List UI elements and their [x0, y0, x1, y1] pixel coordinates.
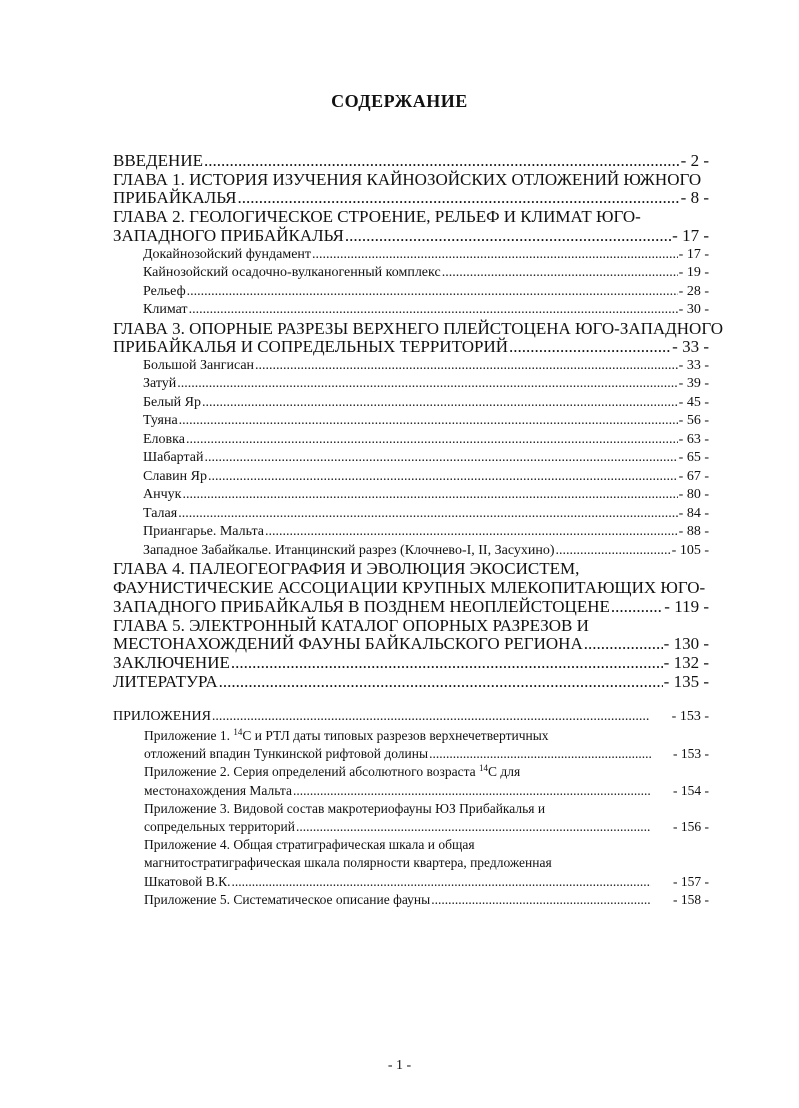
toc-page: - 153 - — [671, 709, 709, 724]
toc-subentry[interactable] — [113, 523, 709, 542]
dot-leader — [202, 394, 678, 413]
appendices-heading[interactable] — [113, 707, 709, 727]
appendix-text: С и РТЛ даты типовых разрезов верхнечетвертичных — [242, 728, 549, 743]
toc-page: - 119 - — [664, 596, 709, 616]
toc-page: - 17 - — [678, 246, 709, 262]
toc-page: - 67 - — [678, 468, 709, 484]
dot-leader — [208, 468, 678, 487]
toc-page: - 33 - — [672, 337, 709, 357]
toc-entry-ch4[interactable] — [113, 598, 709, 617]
superscript: 14 — [479, 763, 489, 774]
dot-leader — [204, 449, 677, 468]
toc-subentry[interactable] — [113, 468, 709, 487]
dot-leader — [584, 635, 663, 654]
toc-subentry[interactable] — [113, 449, 709, 468]
toc-page: - 39 - — [678, 376, 709, 392]
toc-entry-ch3[interactable] — [113, 338, 709, 357]
dot-leader — [189, 301, 678, 320]
dot-leader — [509, 338, 671, 357]
toc-page: - 28 - — [678, 283, 709, 299]
toc-label: ЗАПАДНОГО ПРИБАЙКАЛЬЯ В ПОЗДНЕМ НЕОПЛЕЙСТОЦЕНЕ — [113, 596, 610, 616]
appendix-4[interactable] — [113, 836, 709, 891]
toc-subentry[interactable] — [113, 542, 709, 561]
toc-page: - 8 - — [680, 188, 709, 208]
toc-page: - 56 - — [678, 413, 709, 429]
toc-page: - 153 - — [673, 746, 709, 762]
toc-subentry[interactable] — [113, 301, 709, 320]
toc-entry-ch3-title[interactable]: ГЛАВА 3. ОПОРНЫЕ РАЗРЕЗЫ ВЕРХНЕГО ПЛЕЙСТОЦЕНА ЮГО-ЗАПАДНОГО — [113, 318, 724, 338]
toc-entry-ch5[interactable] — [113, 635, 709, 654]
toc-label: Западное Забайкалье. Итанцинский разрез (Клочнево-I, II, Засухино) — [143, 542, 555, 558]
toc-page: - 17 - — [672, 225, 709, 245]
toc-label: Туяна — [143, 413, 178, 429]
dot-leader — [231, 873, 651, 891]
toc-page: - 105 - — [671, 542, 709, 558]
toc-entry-ch2-title[interactable]: ГЛАВА 2. ГЕОЛОГИЧЕСКОЕ СТРОЕНИЕ, РЕЛЬЕФ И КЛИМАТ ЮГО- — [113, 207, 641, 227]
dot-leader — [178, 505, 677, 524]
toc-label: местонахождения Мальта — [144, 782, 292, 798]
appendix-text: С для — [488, 764, 521, 780]
toc-label: Анчук — [143, 487, 182, 503]
dot-leader — [212, 707, 650, 727]
toc-entry-conclusion[interactable] — [113, 654, 709, 673]
toc-label: Шабартай — [143, 450, 204, 466]
appendix-5[interactable] — [113, 891, 709, 909]
table-of-contents — [113, 151, 724, 691]
dot-leader — [204, 152, 680, 171]
toc-label: Талая — [143, 505, 178, 521]
appendix-text: Приложение 4. Общая стратиграфическая шкала и общая — [144, 837, 475, 853]
toc-page: - 132 - — [663, 652, 709, 672]
toc-page: - 30 - — [678, 302, 709, 318]
toc-label: ПРИЛОЖЕНИЯ — [113, 709, 211, 724]
toc-label: Докайнозойский фундамент — [143, 246, 312, 262]
dot-leader — [255, 357, 678, 376]
toc-page: - 88 - — [678, 524, 709, 540]
toc-label: Шкатовой В.К. — [144, 873, 231, 889]
toc-label: отложений впадин Тункинской рифтовой долины — [144, 746, 429, 762]
toc-label: ЛИТЕРАТУРА — [113, 671, 218, 691]
dot-leader — [312, 246, 678, 265]
toc-subentry[interactable] — [113, 394, 709, 413]
dot-leader — [345, 227, 671, 246]
toc-subentry[interactable] — [113, 486, 709, 505]
dot-leader — [177, 375, 677, 394]
toc-entry-ch4-title-2[interactable]: ФАУНИСТИЧЕСКИЕ АССОЦИАЦИИ КРУПНЫХ МЛЕКОПИТАЮЩИХ ЮГО- — [113, 578, 706, 598]
toc-page: - 135 - — [663, 671, 709, 691]
dot-leader — [231, 654, 663, 673]
toc-page: - 154 - — [673, 782, 709, 798]
toc-entry-ch5-title[interactable]: ГЛАВА 5. ЭЛЕКТРОННЫЙ КАТАЛОГ ОПОРНЫХ РАЗРЕЗОВ И — [113, 615, 589, 635]
appendix-text: Приложение 3. Видовой состав макротериофауны ЮЗ Прибайкалья и — [144, 800, 546, 816]
toc-subentry[interactable] — [113, 357, 709, 376]
toc-label: ПРИБАЙКАЛЬЯ И СОПРЕДЕЛЬНЫХ ТЕРРИТОРИЙ — [113, 337, 509, 357]
dot-leader — [611, 598, 663, 617]
toc-page: - 2 - — [680, 151, 709, 170]
dot-leader — [237, 189, 679, 208]
toc-subentry[interactable] — [113, 246, 709, 265]
appendix-2[interactable] — [113, 763, 709, 799]
toc-page: - 80 - — [678, 487, 709, 503]
toc-label: Затуй — [143, 376, 177, 392]
toc-entry-intro[interactable] — [113, 152, 709, 171]
toc-label: Белый Яр — [143, 394, 201, 410]
toc-subentry[interactable] — [113, 375, 709, 394]
toc-label: Приангарье. Мальта — [143, 524, 264, 540]
dot-leader — [179, 412, 678, 431]
dot-leader — [556, 542, 671, 561]
toc-label: ВВЕДЕНИЕ — [113, 151, 203, 170]
toc-label: ЗАПАДНОГО ПРИБАЙКАЛЬЯ — [113, 225, 344, 245]
toc-subentry[interactable] — [113, 264, 709, 283]
toc-page: - 156 - — [673, 819, 709, 835]
toc-entry-ch2[interactable] — [113, 227, 709, 246]
toc-label: Славин Яр — [143, 468, 207, 484]
page-title: СОДЕРЖАНИЕ — [331, 91, 468, 111]
toc-subentry[interactable] — [113, 505, 709, 524]
toc-page: - 84 - — [678, 505, 709, 521]
toc-page: - 130 - — [663, 634, 709, 654]
superscript: 14 — [233, 727, 243, 737]
toc-page: - 33 - — [678, 357, 709, 373]
appendix-1[interactable] — [113, 727, 709, 763]
appendix-text: Приложение 1. — [144, 728, 234, 743]
toc-subentry[interactable] — [113, 283, 709, 302]
toc-subentry[interactable] — [113, 412, 709, 431]
toc-label: Большой Зангисан — [143, 357, 255, 373]
toc-label: сопредельных территорий — [144, 819, 295, 835]
toc-entry-ch4-title[interactable]: ГЛАВА 4. ПАЛЕОГЕОГРАФИЯ И ЭВОЛЮЦИЯ ЭКОСИСТЕМ, — [113, 559, 580, 579]
appendix-text: магнитостратиграфическая шкала полярности квартера, предложенная — [144, 855, 552, 871]
dot-leader — [293, 782, 651, 800]
toc-subentry[interactable] — [113, 431, 709, 450]
dot-leader — [429, 745, 651, 763]
dot-leader — [442, 264, 678, 283]
dot-leader — [265, 523, 678, 542]
toc-label: Кайнозойский осадочно-вулканогенный комплекс — [143, 265, 441, 281]
toc-page: - 157 - — [673, 873, 709, 889]
toc-label: Рельеф — [143, 283, 186, 299]
appendices-list — [113, 707, 709, 909]
appendix-text: Приложение 2. Серия определений абсолютного возраста — [144, 764, 480, 780]
toc-page: - 158 - — [673, 891, 709, 907]
toc-entry-literature[interactable] — [113, 673, 709, 692]
dot-leader — [186, 431, 678, 450]
toc-label: Приложение 5. Систематическое описание фауны — [144, 891, 431, 907]
page-number: - 1 - — [387, 1058, 412, 1073]
toc-label: ПРИБАЙКАЛЬЯ — [113, 188, 237, 208]
dot-leader — [187, 283, 678, 302]
dot-leader — [219, 673, 663, 692]
toc-label: Еловка — [143, 431, 185, 447]
toc-label: МЕСТОНАХОЖДЕНИЙ ФАУНЫ БАЙКАЛЬСКОГО РЕГИОНА — [113, 634, 583, 654]
toc-label: ЗАКЛЮЧЕНИЕ — [113, 652, 230, 672]
toc-label: Климат — [143, 302, 188, 318]
toc-page: - 65 - — [678, 450, 709, 466]
toc-page: - 19 - — [678, 265, 709, 281]
appendix-3[interactable] — [113, 800, 709, 836]
toc-entry-ch1[interactable] — [113, 189, 709, 208]
dot-leader — [431, 891, 651, 909]
toc-entry-ch1-title[interactable]: ГЛАВА 1. ИСТОРИЯ ИЗУЧЕНИЯ КАЙНОЗОЙСКИХ ОТЛОЖЕНИЙ ЮЖНОГО — [113, 169, 702, 189]
dot-leader — [182, 486, 677, 505]
toc-page: - 63 - — [678, 431, 709, 447]
dot-leader — [296, 818, 651, 836]
toc-page: - 45 - — [678, 394, 709, 410]
